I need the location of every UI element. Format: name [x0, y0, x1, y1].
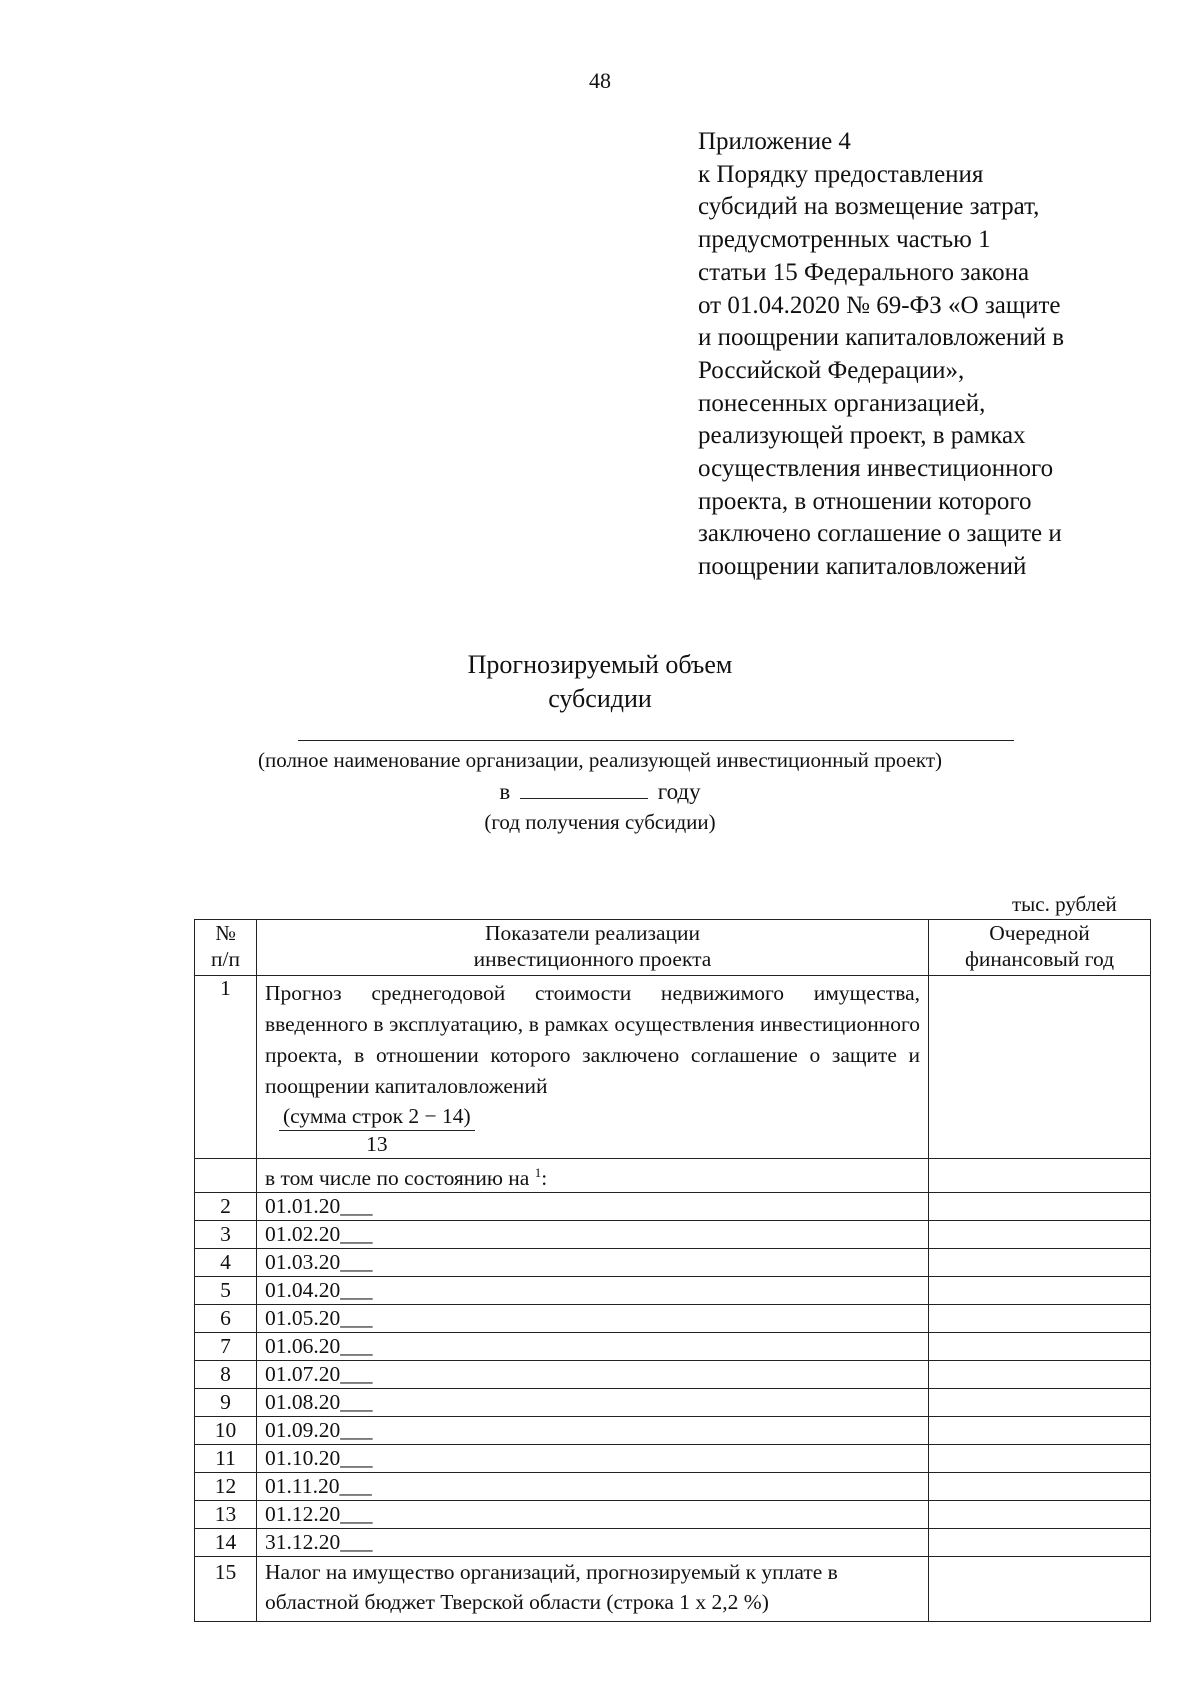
- row-value: [929, 1221, 1151, 1249]
- appendix-line: заключено соглашение о защите и: [698, 520, 1062, 548]
- table-row: [195, 1529, 1151, 1557]
- row-date: 01.01.20___: [257, 1193, 929, 1221]
- appendix-line: поощрении капиталовложений: [698, 553, 1027, 581]
- row-value: [929, 1193, 1151, 1221]
- appendix-line: понесенных организацией,: [698, 389, 986, 417]
- subsidy-table: [194, 919, 1151, 1622]
- row-value: [929, 1389, 1151, 1417]
- row-date: 01.11.20___: [257, 1473, 929, 1501]
- year-prefix: в: [499, 779, 511, 804]
- row-value: [929, 1529, 1151, 1557]
- row-number: 13: [195, 1501, 257, 1529]
- subheader-tail: :: [541, 1166, 548, 1191]
- row-number: 10: [195, 1417, 257, 1445]
- row-value: [929, 976, 1151, 1159]
- row-date: 01.08.20___: [257, 1389, 929, 1417]
- units-label: тыс. рублей: [1012, 892, 1117, 916]
- header-num-line: №: [215, 921, 236, 945]
- table-row: [195, 1445, 1151, 1473]
- row-number: 14: [195, 1529, 257, 1557]
- table-row: [195, 1501, 1151, 1529]
- row-text: Налог на имущество организаций, прогнозируемый к уплате в областной бюджет Тверской области (строка 1 х 2,2 %): [265, 1560, 838, 1615]
- table-row: [195, 1417, 1151, 1445]
- row-value: [929, 1249, 1151, 1277]
- row-date: 01.12.20___: [257, 1501, 929, 1529]
- footnote-mark: 1: [534, 1165, 542, 1180]
- row-number: 11: [195, 1445, 257, 1473]
- row-number: 8: [195, 1361, 257, 1389]
- row-value: [929, 1333, 1151, 1361]
- organization-name-blank: [298, 740, 1014, 741]
- header-num-line: п/п: [211, 947, 240, 971]
- row-number: 15: [195, 1557, 257, 1622]
- row-date: 01.06.20___: [257, 1333, 929, 1361]
- table-row: [195, 1473, 1151, 1501]
- year-caption: (год получения субсидии): [484, 810, 716, 834]
- year-suffix: году: [657, 779, 701, 804]
- appendix-line: от 01.04.2020 № 69-ФЗ «О защите: [698, 291, 1061, 319]
- row-number: 3: [195, 1221, 257, 1249]
- appendix-line: Приложение 4: [698, 128, 851, 155]
- row-date: 31.12.20___: [257, 1529, 929, 1557]
- table-row: [195, 1361, 1151, 1389]
- row-indicator: [257, 976, 929, 1159]
- row-indicator: [257, 1557, 929, 1622]
- row-date: 01.03.20___: [257, 1249, 929, 1277]
- header-indicator-line: инвестиционного проекта: [473, 947, 712, 971]
- row-number: 12: [195, 1473, 257, 1501]
- appendix-line: предусмотренных частью 1: [698, 226, 991, 254]
- row-date: 01.10.20___: [257, 1445, 929, 1473]
- appendix-line: к Порядку предоставления: [698, 160, 984, 188]
- row-text: Прогноз среднегодовой стоимости недвижимого имущества, введенного в эксплуатацию, в рамках осуществления инвестиционного проекта, в отношении которого заключено соглашение о защите и поощрении капиталовложений: [265, 981, 920, 1098]
- row-date: 01.04.20___: [257, 1277, 929, 1305]
- title-line: субсидии: [548, 684, 652, 713]
- table-row: [195, 1305, 1151, 1333]
- appendix-line: статьи 15 Федерального закона: [698, 258, 1030, 286]
- year-row: [0, 778, 1200, 805]
- row-date: 01.02.20___: [257, 1221, 929, 1249]
- formula: [279, 1102, 475, 1157]
- table-row: [195, 1193, 1151, 1221]
- row-value: [929, 1277, 1151, 1305]
- header-indicator-line: Показатели реализации: [484, 921, 701, 945]
- row-value: [929, 1361, 1151, 1389]
- header-year-line: Очередной: [989, 921, 1090, 945]
- table-row: [195, 1221, 1151, 1249]
- appendix-line: реализующей проект, в рамках: [698, 422, 1026, 450]
- row-number: 9: [195, 1389, 257, 1417]
- header-indicator: [257, 920, 929, 976]
- row-indicator: [257, 1159, 929, 1193]
- appendix-line: субсидий на возмещение затрат,: [698, 193, 1040, 221]
- header-num: [195, 920, 257, 976]
- row-date: 01.05.20___: [257, 1305, 929, 1333]
- table-row: [195, 1389, 1151, 1417]
- row-date: 01.09.20___: [257, 1417, 929, 1445]
- row-value: [929, 1305, 1151, 1333]
- table-row: [195, 1333, 1151, 1361]
- row-number: 1: [195, 976, 257, 1159]
- appendix-line: проекта, в отношении которого: [698, 487, 1032, 515]
- table-subheader-row: [195, 1159, 1151, 1193]
- table-header-row: [195, 920, 1151, 976]
- header-year: [929, 920, 1151, 976]
- appendix-line: Российской Федерации»,: [698, 356, 965, 384]
- appendix-line: осуществления инвестиционного: [698, 455, 1054, 483]
- organization-caption: (полное наименование организации, реализующей инвестиционный проект): [257, 748, 943, 772]
- row-number: [195, 1159, 257, 1193]
- table-row: [195, 1277, 1151, 1305]
- header-year-line: финансовый год: [964, 947, 1115, 971]
- row-value: [929, 1473, 1151, 1501]
- page-number: 48: [589, 68, 611, 93]
- formula-numerator: (сумма строк 2 − 14): [279, 1102, 475, 1131]
- formula-denominator: 13: [366, 1132, 388, 1156]
- row-value: [929, 1501, 1151, 1529]
- row-number: 2: [195, 1193, 257, 1221]
- row-number: 6: [195, 1305, 257, 1333]
- table-row: [195, 1557, 1151, 1622]
- row-value: [929, 1557, 1151, 1622]
- row-number: 4: [195, 1249, 257, 1277]
- row-value: [929, 1159, 1151, 1193]
- title-line: Прогнозируемый объем: [467, 650, 733, 679]
- table-row: [195, 976, 1151, 1159]
- row-number: 5: [195, 1277, 257, 1305]
- row-value: [929, 1445, 1151, 1473]
- row-date: 01.07.20___: [257, 1361, 929, 1389]
- appendix-line: и поощрении капиталовложений в: [698, 324, 1065, 352]
- table-row: [195, 1249, 1151, 1277]
- subheader-text: в том числе по состоянию на: [265, 1166, 535, 1191]
- appendix-heading: [698, 126, 1138, 584]
- document-title: [0, 648, 1200, 716]
- year-blank: [520, 778, 648, 799]
- row-number: 7: [195, 1333, 257, 1361]
- row-value: [929, 1417, 1151, 1445]
